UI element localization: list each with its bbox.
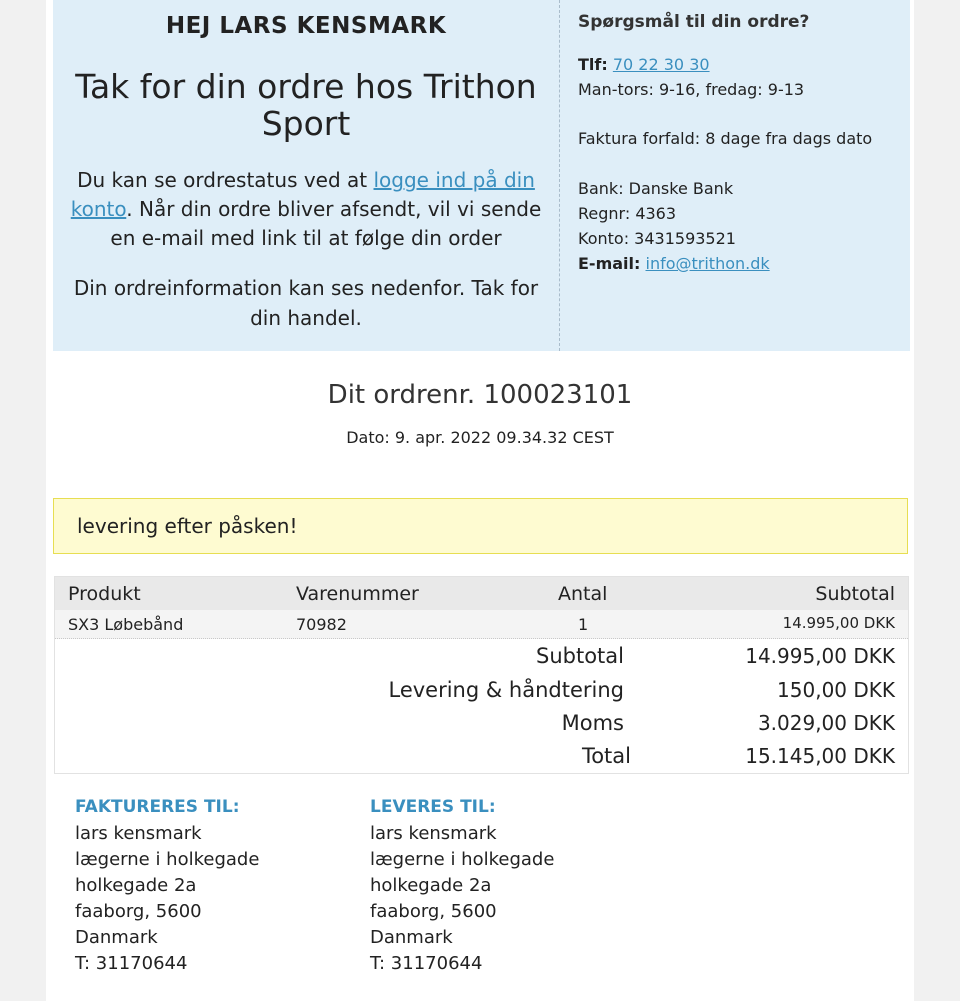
bank-regnr: Regnr: 4363 — [578, 204, 677, 223]
row-sku: 70982 — [296, 615, 347, 634]
totals-vat-value: 3.029,00 DKK — [757, 711, 895, 735]
contact-title: Spørgsmål til din ordre? — [578, 12, 810, 32]
col-header-qty: Antal — [558, 583, 608, 605]
order-info-text: Din ordreinformation kan ses nedenfor. Tak for din handel. — [73, 276, 539, 330]
totals-total-row — [55, 741, 908, 774]
billing-line: lars kensmark — [75, 823, 202, 844]
shipping-line: T: 31170644 — [370, 953, 483, 974]
phone-line — [578, 52, 710, 77]
phone-label: Tlf: — [578, 55, 608, 74]
order-note-text: levering efter påsken! — [77, 514, 298, 538]
order-items-table — [54, 576, 909, 774]
row-subtotal: 14.995,00 DKK — [782, 614, 895, 632]
totals-subtotal-row — [55, 641, 908, 674]
billing-title: FAKTURERES TIL: — [75, 797, 240, 817]
col-header-subtotal: Subtotal — [815, 583, 895, 605]
invoice-due: Faktura forfald: 8 dage fra dags dato — [578, 129, 873, 148]
billing-line: T: 31170644 — [75, 953, 188, 974]
totals-shipping-value: 150,00 DKK — [777, 678, 895, 702]
table-header — [55, 577, 908, 610]
bank-account: Konto: 3431593521 — [578, 229, 736, 248]
totals-subtotal-label: Subtotal — [536, 644, 624, 668]
col-header-sku: Varenummer — [296, 583, 419, 605]
email-link[interactable]: info@trithon.dk — [645, 254, 770, 273]
status-text-start: Du kan se ordrestatus ved at — [77, 168, 374, 192]
email-line — [578, 251, 770, 276]
status-text-end: . Når din ordre bliver afsendt, vil vi sende en e-mail med link til at følge din order — [110, 197, 542, 250]
shipping-line: holkegade 2a — [370, 875, 492, 896]
billing-line: holkegade 2a — [75, 875, 197, 896]
shipping-line: faaborg, 5600 — [370, 901, 497, 922]
totals-vat-label: Moms — [561, 711, 624, 735]
phone-link[interactable]: 70 22 30 30 — [612, 55, 710, 74]
totals-shipping-label: Levering & håndtering — [388, 678, 624, 702]
bank-name: Bank: Danske Bank — [578, 179, 734, 198]
row-qty: 1 — [578, 615, 589, 634]
greeting-heading: HEJ LARS KENSMARK — [165, 13, 447, 39]
billing-line: lægerne i holkegade — [75, 849, 260, 870]
order-number-title: Dit ordrenr. 100023101 — [327, 380, 633, 410]
login-link[interactable]: logge ind på din konto — [70, 168, 535, 221]
totals-total-value: 15.145,00 DKK — [745, 744, 895, 768]
billing-line: faaborg, 5600 — [75, 901, 202, 922]
shipping-line: Danmark — [370, 927, 453, 948]
hero-greeting-panel — [53, 0, 559, 351]
billing-line: Danmark — [75, 927, 158, 948]
contact-panel — [578, 0, 898, 351]
opening-hours: Man-tors: 9-16, fredag: 9-13 — [578, 80, 805, 99]
row-product: SX3 Løbebånd — [68, 615, 184, 634]
order-note — [53, 498, 908, 554]
totals-subtotal-value: 14.995,00 DKK — [745, 644, 895, 668]
totals-shipping-row — [55, 675, 908, 708]
table-row — [55, 610, 908, 639]
shipping-title: LEVERES TIL: — [370, 797, 496, 817]
totals-vat-row — [55, 708, 908, 741]
hero-divider — [559, 0, 560, 351]
thanks-heading: Tak for din ordre hos Trithon Sport — [75, 67, 537, 143]
order-date: Dato: 9. apr. 2022 09.34.32 CEST — [346, 428, 614, 447]
shipping-line: lægerne i holkegade — [370, 849, 555, 870]
hero-banner — [53, 0, 910, 351]
totals-total-label: Total — [581, 744, 631, 768]
col-header-product: Produkt — [68, 583, 141, 605]
order-status-text — [61, 166, 551, 253]
email-label: E-mail: — [578, 254, 641, 273]
shipping-line: lars kensmark — [370, 823, 497, 844]
